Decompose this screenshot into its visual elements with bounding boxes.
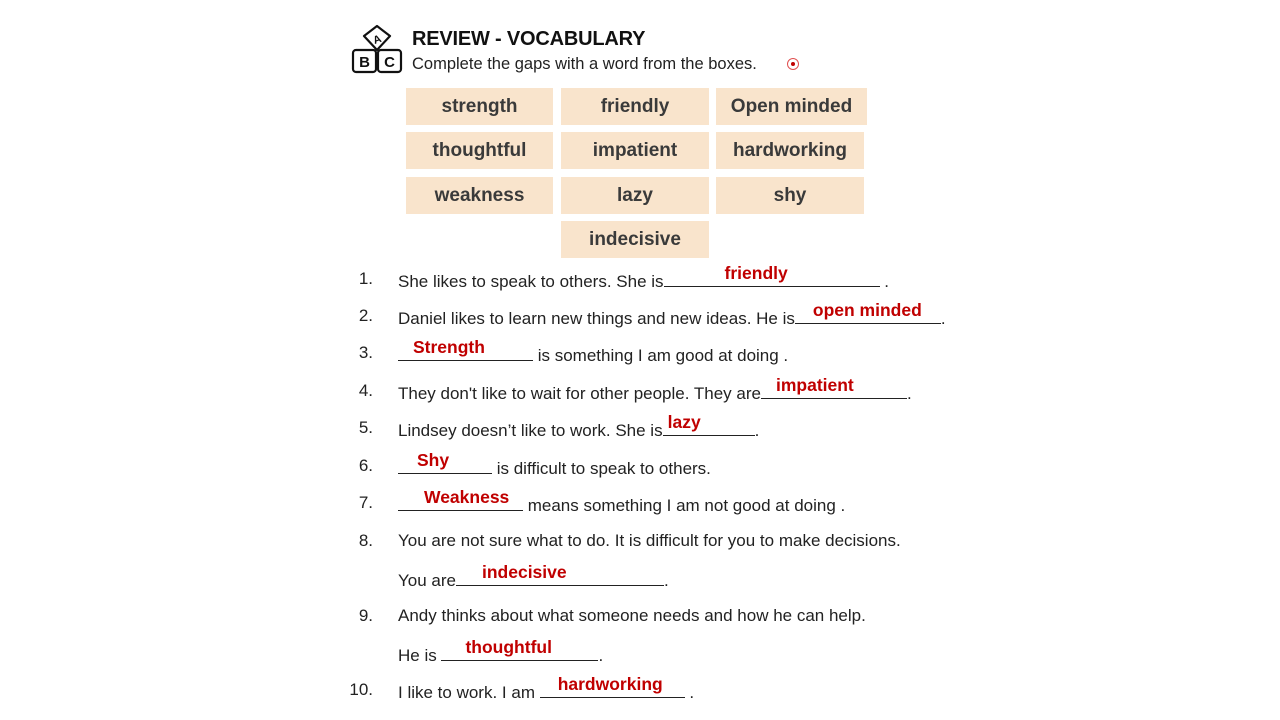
- question-text-end: .: [940, 309, 946, 328]
- answer-text: friendly: [724, 263, 788, 283]
- word-box: lazy: [561, 177, 709, 214]
- question-number: 6.: [358, 456, 373, 475]
- answer-text: impatient: [775, 375, 854, 395]
- answer-text: indecisive: [481, 562, 567, 582]
- question-text-end: .: [879, 272, 889, 291]
- instruction-text: Complete the gaps with a word from the boxes.: [412, 55, 757, 73]
- answer-text: thoughtful: [465, 637, 552, 657]
- question-text: He is: [398, 646, 442, 665]
- question-text: Andy thinks about what someone needs and how he can help.: [398, 606, 866, 625]
- question-text-end: .: [754, 421, 760, 440]
- answer-blank: [663, 412, 755, 436]
- question-text: They don't like to wait for other people. They are: [398, 384, 761, 403]
- question-number: 2.: [358, 306, 373, 325]
- word-box: weakness: [406, 177, 553, 214]
- question-number: 7.: [358, 493, 373, 512]
- word-box: hardworking: [716, 132, 864, 169]
- abc-blocks-icon: [350, 24, 404, 76]
- answer-text: Weakness: [424, 487, 510, 507]
- question-text: You are not sure what to do. It is difficult for you to make decisions.: [398, 531, 901, 550]
- question-number: 1.: [358, 269, 373, 288]
- word-box: indecisive: [561, 221, 709, 258]
- question-number: 3.: [358, 343, 373, 362]
- answer-blank: [540, 674, 685, 698]
- question-text: You are: [398, 571, 456, 590]
- question-text-end: means something I am not good at doing .: [523, 496, 846, 515]
- page-title: REVIEW - VOCABULARY: [412, 28, 646, 50]
- answer-text: open minded: [812, 300, 922, 320]
- word-box: thoughtful: [406, 132, 553, 169]
- logo-letter-b: B: [359, 54, 370, 71]
- answer-text: hardworking: [557, 674, 663, 694]
- answer-blank: [795, 300, 941, 324]
- answer-text: Shy: [417, 450, 450, 470]
- answer-blank: [398, 487, 523, 511]
- answer-blank: [398, 450, 492, 474]
- word-box: Open minded: [716, 88, 867, 125]
- question-number: 9.: [358, 606, 373, 625]
- word-box: shy: [716, 177, 864, 214]
- word-box: strength: [406, 88, 553, 125]
- answer-blank: [761, 375, 907, 399]
- question-text: Daniel likes to learn new things and new ideas. He is: [398, 309, 795, 328]
- question-number: 4.: [358, 381, 373, 400]
- word-box: friendly: [561, 88, 709, 125]
- question-text: She likes to speak to others. She is: [398, 272, 664, 291]
- question-text-end: .: [684, 683, 695, 702]
- logo-letter-c: C: [384, 54, 395, 71]
- logo-letter-a: A: [371, 32, 384, 47]
- question-text-end: is difficult to speak to others.: [492, 459, 711, 478]
- answer-blank: [398, 337, 533, 361]
- answer-blank: [664, 263, 880, 287]
- question-text-end: .: [663, 571, 669, 590]
- question-number: 10.: [349, 680, 373, 699]
- answer-text: Strength: [413, 337, 485, 357]
- question-text-end: .: [906, 384, 912, 403]
- question-text: I like to work. I am: [398, 683, 540, 702]
- question-number: 5.: [358, 418, 373, 437]
- question-text: Lindsey doesn’t like to work. She is: [398, 421, 663, 440]
- question-text-end: is something I am good at doing .: [533, 346, 789, 365]
- answer-blank: [441, 637, 598, 661]
- pointer-cursor-icon: [787, 58, 799, 70]
- question-text-end: .: [598, 646, 604, 665]
- answer-text: lazy: [667, 412, 701, 432]
- answer-blank: [456, 562, 664, 586]
- question-number: 8.: [358, 531, 373, 550]
- word-box: impatient: [561, 132, 709, 169]
